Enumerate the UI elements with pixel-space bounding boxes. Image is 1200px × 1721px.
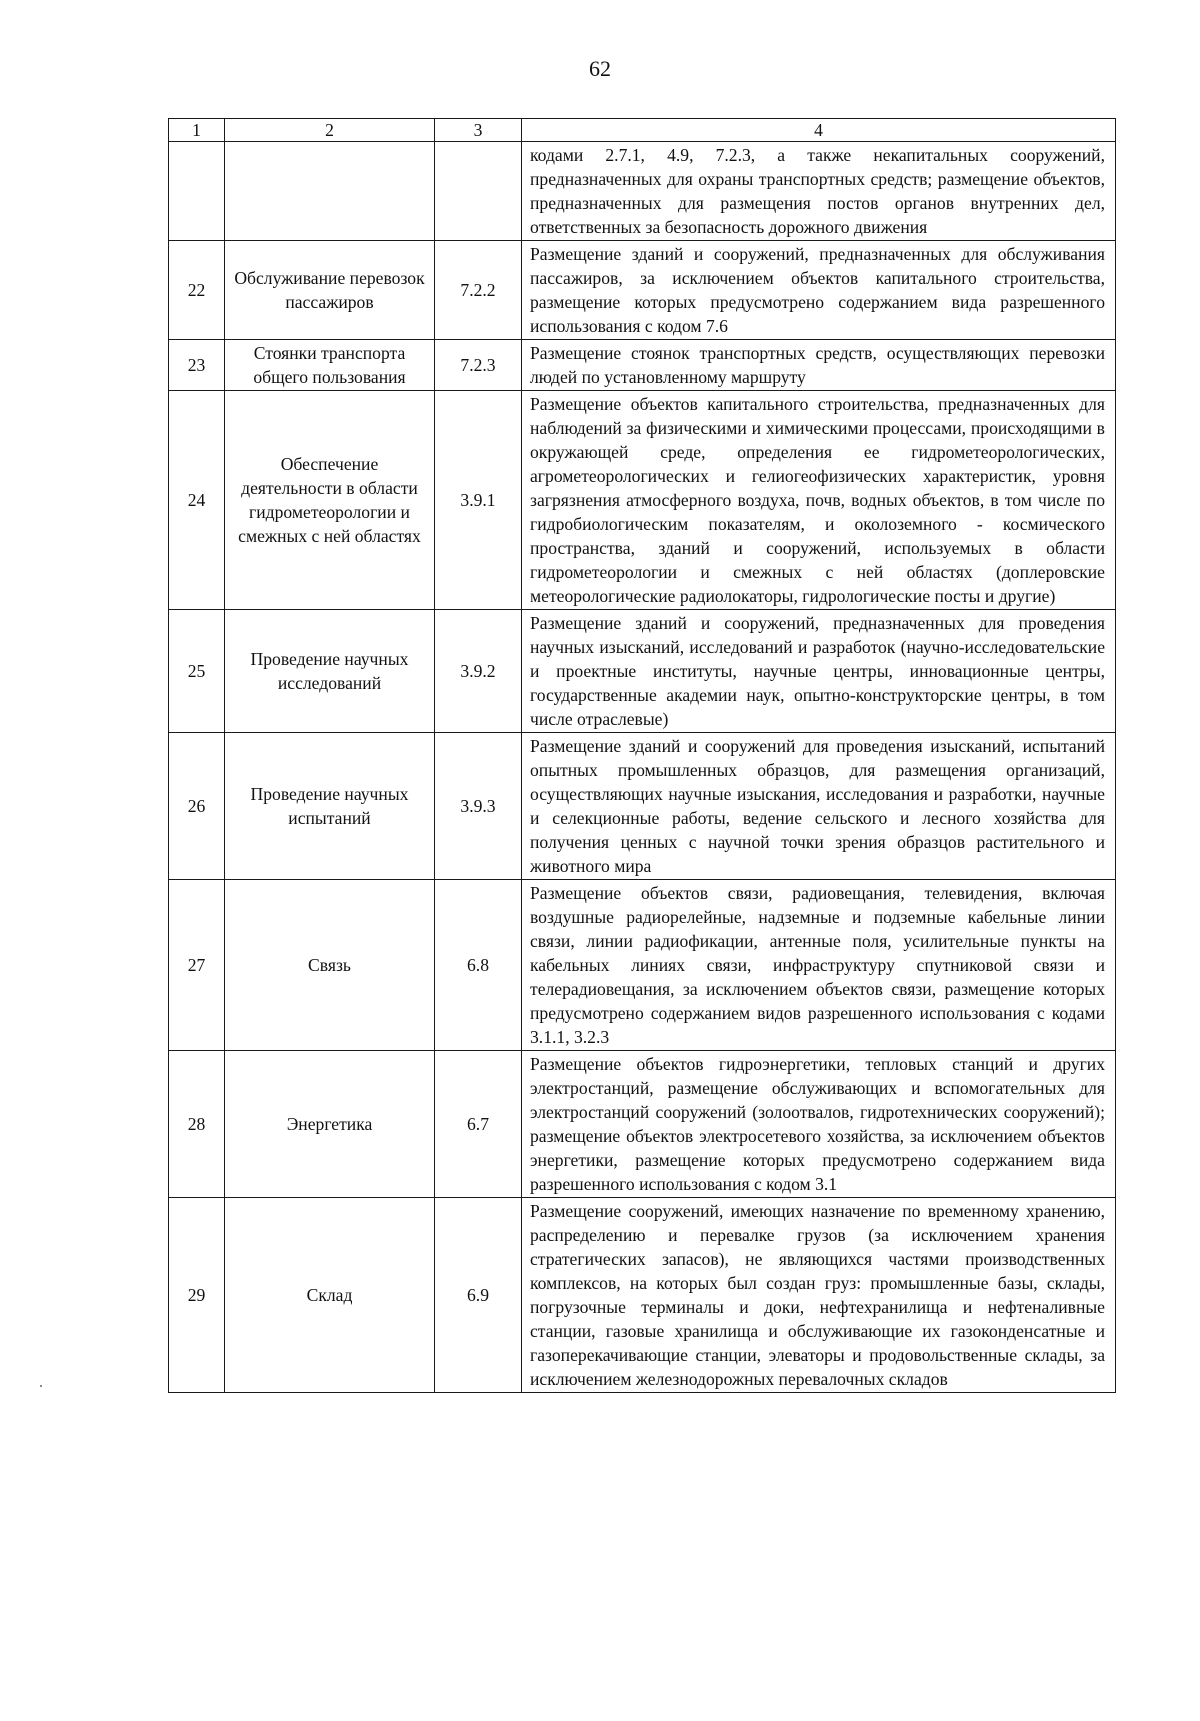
row-number: 24: [169, 391, 225, 610]
row-number: [169, 142, 225, 241]
row-description: Размещение зданий и сооружений для проведения изысканий, испытаний опытных промышленных образцов, для размещения организаций, осуществляющих научные изыскания, исследования и разработки, научные и селекционные работы, ведение сельского и лесного хозяйства для получения ценных с научной точки зрения образцов растительного и животного мира: [522, 733, 1116, 880]
table-row: [169, 391, 1116, 610]
row-name: [225, 142, 435, 241]
table-row: [169, 340, 1116, 391]
row-name: Склад: [225, 1198, 435, 1393]
row-description: Размещение сооружений, имеющих назначение по временному хранению, распределению и перевалке грузов (за исключением хранения стратегических запасов), не являющихся частями производственных комплексов, на которых был создан груз: промышленные базы, склады, погрузочные терминалы и доки, нефтехранилища и нефтеналивные станции, газовые хранилища и обслуживающие их газоконденсатные и газоперекачивающие станции, элеваторы и продовольственные склады, за исключением железнодорожных перевалочных складов: [522, 1198, 1116, 1393]
land-use-table: [168, 118, 1116, 1393]
row-number: 23: [169, 340, 225, 391]
table-row: [169, 880, 1116, 1051]
table-row: [169, 610, 1116, 733]
header-col-3: 3: [435, 119, 522, 142]
header-col-2: 2: [225, 119, 435, 142]
row-code: 3.9.1: [435, 391, 522, 610]
table-row: [169, 142, 1116, 241]
row-description: Размещение зданий и сооружений, предназначенных для проведения научных изысканий, исследований и разработок (научно-исследовательские и проектные институты, научные центры, инновационные центры, государственные академии наук, опытно-конструкторские центры, в том числе отраслевые): [522, 610, 1116, 733]
row-code: 6.9: [435, 1198, 522, 1393]
row-code: 3.9.3: [435, 733, 522, 880]
row-code: 6.8: [435, 880, 522, 1051]
scan-speck: [40, 1385, 42, 1387]
row-number: 28: [169, 1051, 225, 1198]
row-description: кодами 2.7.1, 4.9, 7.2.3, а также некапитальных сооружений, предназначенных для охраны транспортных средств; размещение объектов, предназначенных для размещения постов органов внутренних дел, ответственных за безопасность дорожного движения: [522, 142, 1116, 241]
row-name: Обслуживание перевозок пассажиров: [225, 241, 435, 340]
row-name: Энергетика: [225, 1051, 435, 1198]
row-number: 22: [169, 241, 225, 340]
row-number: 27: [169, 880, 225, 1051]
row-name: Проведение научных исследований: [225, 610, 435, 733]
table-row: [169, 241, 1116, 340]
row-number: 25: [169, 610, 225, 733]
row-number: 29: [169, 1198, 225, 1393]
row-description: Размещение объектов капитального строительства, предназначенных для наблюдений за физическими и химическими процессами, происходящими в окружающей среде, определения ее гидрометеорологических, агрометеорологических и гелиогеофизических характеристик, уровня загрязнения атмосферного воздуха, почв, водных объектов, в том числе по гидробиологическим показателям, и околоземного - космического пространства, зданий и сооружений, используемых в области гидрометеорологии и смежных с ней областях (доплеровские метеорологические радиолокаторы, гидрологические посты и другие): [522, 391, 1116, 610]
table-row: [169, 733, 1116, 880]
table-row: [169, 1051, 1116, 1198]
row-code: 7.2.3: [435, 340, 522, 391]
table-row: [169, 1198, 1116, 1393]
row-code: 7.2.2: [435, 241, 522, 340]
table-header-row: [169, 119, 1116, 142]
row-code: 6.7: [435, 1051, 522, 1198]
row-description: Размещение объектов связи, радиовещания, телевидения, включая воздушные радиорелейные, надземные и подземные кабельные линии связи, линии радиофикации, антенные поля, усилительные пункты на кабельных линиях связи, инфраструктуру спутниковой связи и телерадиовещания, за исключением объектов связи, размещение которых предусмотрено содержанием видов разрешенного использования с кодами 3.1.1, 3.2.3: [522, 880, 1116, 1051]
row-code: [435, 142, 522, 241]
header-col-1: 1: [169, 119, 225, 142]
row-description: Размещение зданий и сооружений, предназначенных для обслуживания пассажиров, за исключением объектов капитального строительства, размещение которых предусмотрено содержанием вида разрешенного использования с кодом 7.6: [522, 241, 1116, 340]
page-number: 62: [589, 56, 611, 81]
row-number: 26: [169, 733, 225, 880]
row-description: Размещение объектов гидроэнергетики, тепловых станций и других электростанций, размещение обслуживающих и вспомогательных для электростанций сооружений (золоотвалов, гидротехнических сооружений); размещение объектов электросетевого хозяйства, за исключением объектов энергетики, размещение которых предусмотрено содержанием вида разрешенного использования с кодом 3.1: [522, 1051, 1116, 1198]
row-description: Размещение стоянок транспортных средств, осуществляющих перевозки людей по установленному маршруту: [522, 340, 1116, 391]
row-code: 3.9.2: [435, 610, 522, 733]
row-name: Проведение научных испытаний: [225, 733, 435, 880]
row-name: Стоянки транспорта общего пользования: [225, 340, 435, 391]
header-col-4: 4: [522, 119, 1116, 142]
row-name: Обеспечение деятельности в области гидрометеорологии и смежных с ней областях: [225, 391, 435, 610]
row-name: Связь: [225, 880, 435, 1051]
